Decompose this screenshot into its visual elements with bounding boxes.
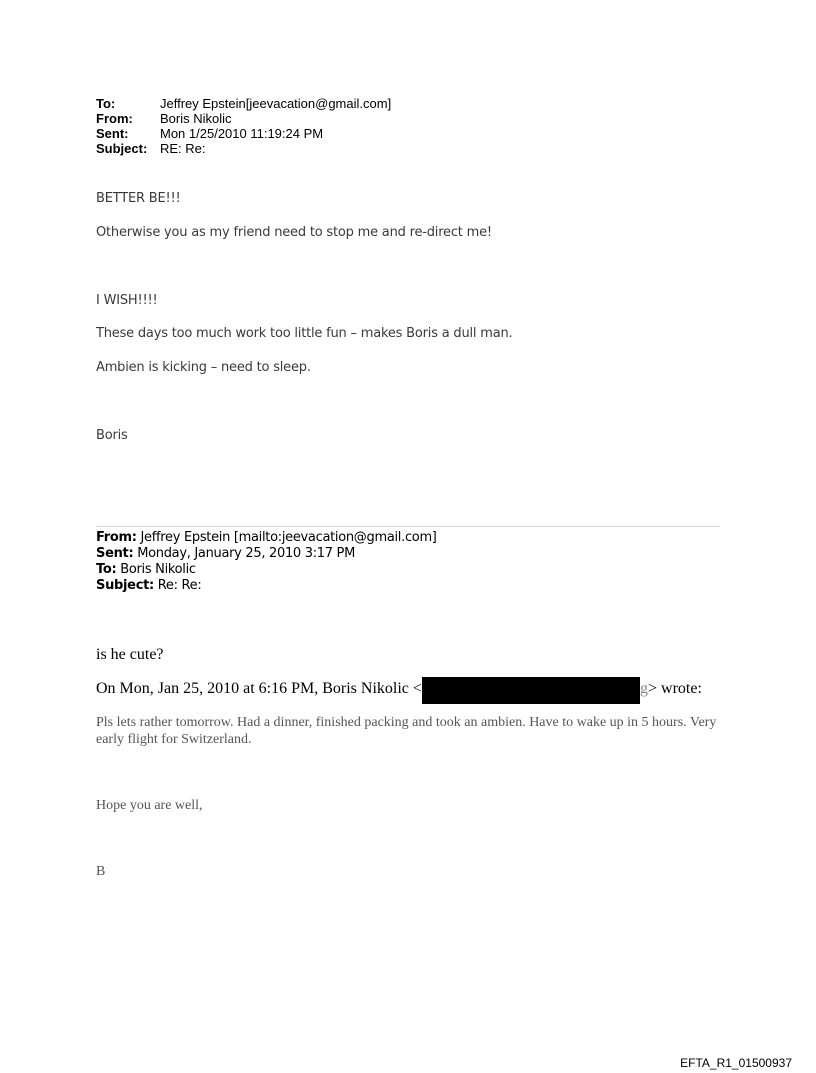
body-line-ambien: Ambien is kicking – need to sleep. — [96, 360, 311, 375]
quoted-sent-value: Monday, January 25, 2010 3:17 PM — [137, 546, 356, 561]
from-label: From: — [96, 111, 133, 126]
body-line-better-be: BETTER BE!!! — [96, 191, 181, 206]
sent-row — [96, 126, 391, 141]
quoted-subject-label: Subject: — [96, 578, 154, 593]
wrote-line-end — [640, 680, 702, 698]
wrote-fragment-end: g — [640, 680, 648, 697]
from-value: Boris Nikolic — [160, 111, 232, 126]
to-value: Jeffrey Epstein[jeevacation@gmail.com] — [160, 96, 392, 111]
quoted-paragraph-1: Pls lets rather tomorrow. Had a dinner, finished packing and took an ambien. Have to wake up in 5 hours. Very early flight for Switzerland. — [96, 715, 717, 747]
from-row — [96, 111, 391, 126]
quoted-paragraph-2: Hope you are well, — [96, 798, 203, 813]
subject-value: RE: Re: — [160, 141, 206, 156]
quoted-from-label: From: — [96, 530, 137, 545]
quoted-subject-value: Re: Re: — [157, 578, 202, 593]
redaction-box — [422, 677, 640, 704]
quoted-line-is-he-cute: is he cute? — [96, 646, 164, 663]
quoted-sent-row — [96, 546, 437, 562]
divider — [96, 526, 720, 527]
wrote-suffix: > wrote: — [648, 680, 702, 697]
quoted-to-value: Boris Nikolic — [120, 562, 196, 577]
email-header — [96, 96, 391, 156]
sent-value: Mon 1/25/2010 11:19:24 PM — [160, 126, 324, 141]
body-line-these-days: These days too much work too little fun – makes Boris a dull man. — [96, 326, 513, 341]
quoted-sign: B — [96, 864, 106, 879]
to-row — [96, 96, 391, 111]
subject-row — [96, 141, 391, 156]
body-line-i-wish: I WISH!!!! — [96, 293, 158, 308]
body-signature: Boris — [96, 428, 128, 443]
wrote-prefix: On Mon, Jan 25, 2010 at 6:16 PM, Boris Nikolic < — [96, 680, 422, 697]
to-label: To: — [96, 96, 116, 111]
quoted-sent-label: Sent: — [96, 546, 134, 561]
body-line-otherwise: Otherwise you as my friend need to stop me and re-direct me! — [96, 225, 492, 240]
quoted-subject-row — [96, 578, 437, 594]
quoted-to-label: To: — [96, 562, 117, 577]
subject-label: Subject: — [96, 141, 148, 156]
quoted-from-row — [96, 530, 437, 546]
quoted-from-value: Jeffrey Epstein [mailto:jeevacation@gmail.com] — [140, 530, 437, 545]
quoted-header — [96, 530, 437, 594]
sent-label: Sent: — [96, 126, 129, 141]
document-id: EFTA_R1_01500937 — [680, 1056, 792, 1070]
quoted-to-row — [96, 562, 437, 578]
